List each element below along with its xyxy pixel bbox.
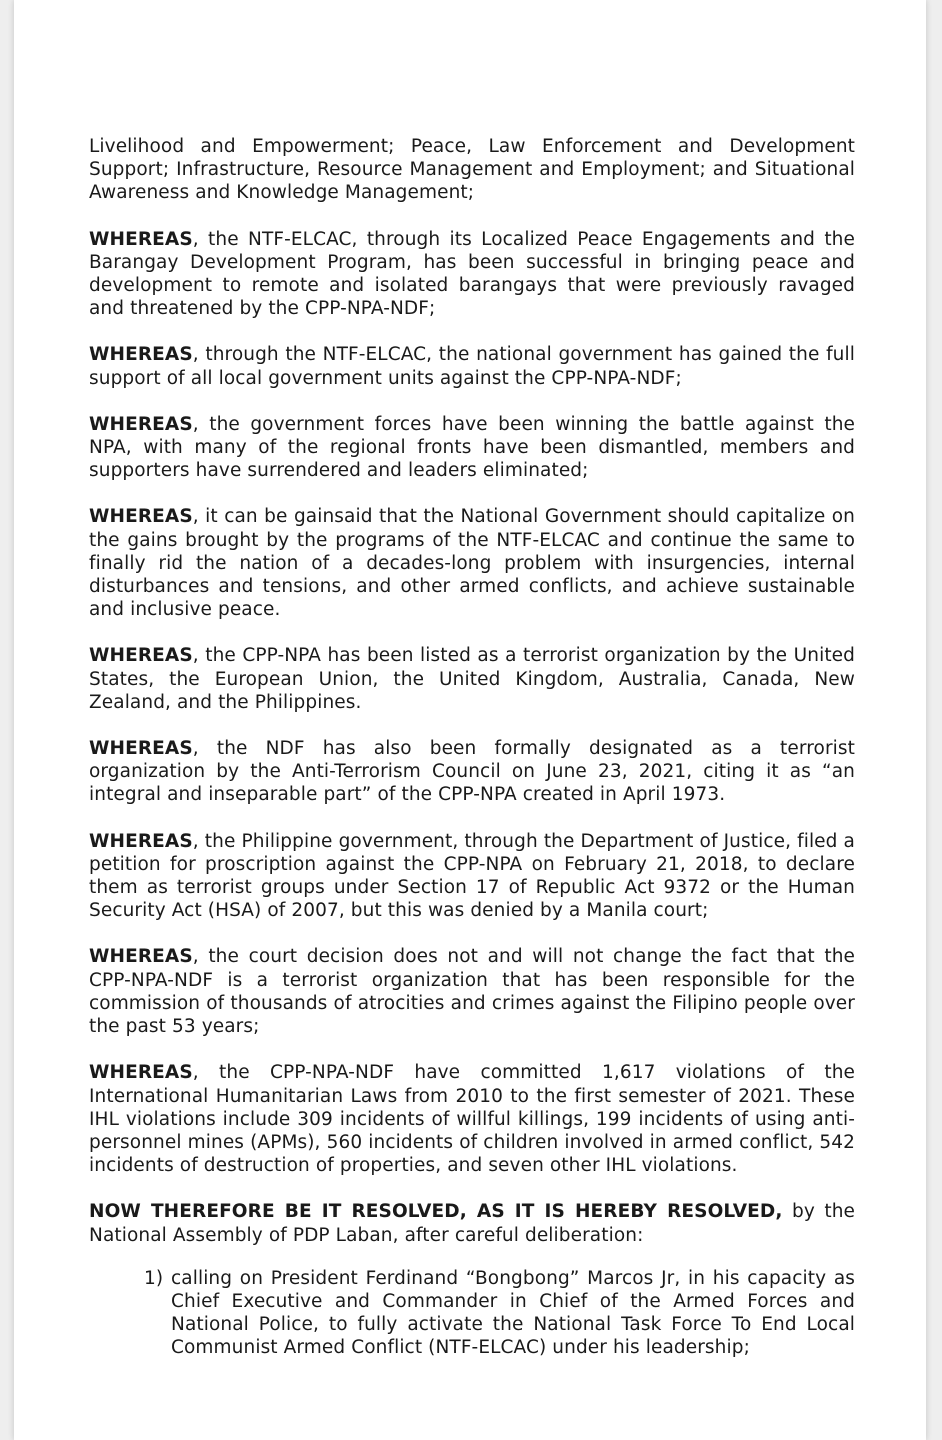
whereas-keyword: WHEREAS bbox=[89, 344, 193, 366]
document-body bbox=[89, 135, 855, 1360]
whereas-text: , the Philippine government, through the Department of Justice, filed a petition for proscription against the CPP-NPA on February 21, 2018, to declare them as terrorist groups under Section 17 of Republic Act 9372 or the Human Security Act (HSA) of 2007, but this was denied by a Manila court; bbox=[89, 830, 855, 922]
intro-paragraph: Livelihood and Empowerment; Peace, Law Enforcement and Development Support; Infrastructure, Resource Management and Employment; and Situational Awareness and Knowledge Management; bbox=[89, 136, 855, 204]
resolution-keyword: NOW THEREFORE BE IT RESOLVED, AS IT IS HEREBY RESOLVED, bbox=[89, 1201, 783, 1223]
whereas-text: , the NTF-ELCAC, through its Localized Peace Engagements and the Barangay Development Program, has been successful in bringing peace and development to remote and isolated barangays that were previously ravaged and threatened by the CPP-NPA-NDF; bbox=[89, 228, 855, 320]
whereas-keyword: WHEREAS bbox=[89, 413, 193, 435]
whereas-text: , the government forces have been winning the battle against the NPA, with many of the regional fronts have been dismantled, members and supporters have surrendered and leaders eliminated; bbox=[89, 413, 855, 482]
whereas-paragraph bbox=[89, 945, 855, 1038]
resolution-paragraph bbox=[89, 1200, 855, 1246]
whereas-keyword: WHEREAS bbox=[89, 946, 193, 968]
whereas-paragraph bbox=[89, 413, 855, 483]
whereas-keyword: WHEREAS bbox=[89, 228, 193, 250]
whereas-keyword: WHEREAS bbox=[89, 830, 193, 852]
whereas-text: , the court decision does not and will not change the fact that the CPP-NPA-NDF is a terrorist organization that has been responsible for the commission of thousands of atrocities and crimes against the Filipino people over the past 53 years; bbox=[89, 946, 855, 1038]
whereas-paragraph bbox=[89, 1061, 855, 1177]
whereas-text: , through the NTF-ELCAC, the national government has gained the full support of all local government units against the CPP-NPA-NDF; bbox=[89, 344, 855, 389]
whereas-keyword: WHEREAS bbox=[89, 738, 193, 760]
resolution-text: by the National Assembly of PDP Laban, after careful deliberation: bbox=[89, 1201, 855, 1246]
whereas-paragraph bbox=[89, 343, 855, 389]
list-item-text: calling on President Ferdinand “Bongbong” Marcos Jr, in his capacity as Chief Executive and Commander in Chief of the Armed Forces and National Police, to fully activate the National Task Force To End Local Communist Armed Conflict (NTF-ELCAC) under his leadership; bbox=[171, 1267, 855, 1359]
whereas-text: , the CPP-NPA-NDF have committed 1,617 violations of the International Humanitarian Laws from 2010 to the first semester of 2021. These IHL violations include 309 incidents of willful killings, 199 incidents of using anti-personnel mines (APMs), 560 incidents of children involved in armed conflict, 542 incidents of destruction of properties, and seven other IHL violations. bbox=[89, 1062, 855, 1177]
whereas-paragraph bbox=[89, 644, 855, 714]
list-item-number: 1) bbox=[144, 1267, 164, 1289]
whereas-keyword: WHEREAS bbox=[89, 645, 193, 667]
whereas-text: , the NDF has also been formally designated as a terrorist organization by the Anti-Terrorism Council on June 23, 2021, citing it as “an integral and inseparable part” of the CPP-NPA created in April 1973. bbox=[89, 738, 855, 806]
whereas-keyword: WHEREAS bbox=[89, 506, 193, 528]
list-item bbox=[89, 1267, 855, 1360]
whereas-keyword: WHEREAS bbox=[89, 1062, 193, 1084]
resolution-list bbox=[89, 1267, 855, 1360]
whereas-paragraph bbox=[89, 737, 855, 807]
whereas-text: , the CPP-NPA has been listed as a terrorist organization by the United States, the European Union, the United Kingdom, Australia, Canada, New Zealand, and the Philippines. bbox=[89, 645, 855, 713]
whereas-paragraph bbox=[89, 228, 855, 321]
whereas-paragraph bbox=[89, 830, 855, 923]
whereas-text: , it can be gainsaid that the National Government should capitalize on the gains brought by the programs of the NTF-ELCAC and continue the same to finally rid the nation of a decades-long problem with insurgencies, internal disturbances and tensions, and other armed conflicts, and achieve sustainable and inclusive peace. bbox=[89, 506, 855, 621]
document-page bbox=[14, 0, 926, 1440]
whereas-paragraph bbox=[89, 505, 855, 621]
